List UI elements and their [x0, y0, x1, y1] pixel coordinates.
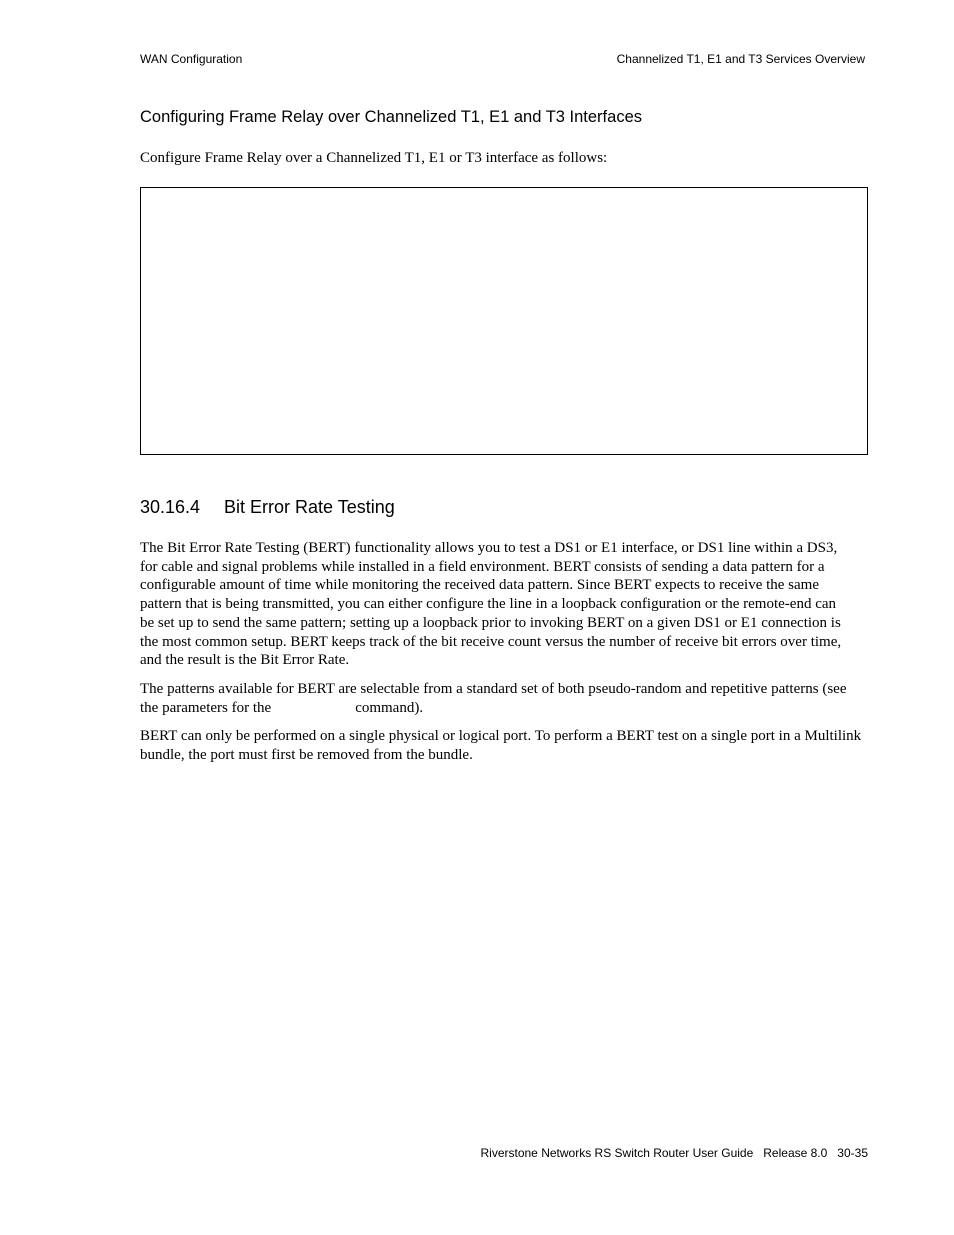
paragraph-line: BERT can only be performed on a single physical or logical port. To perform a BERT test on a single port in a Multilink — [140, 728, 862, 744]
paragraph-line: The Bit Error Rate Testing (BERT) functionality allows you to test a DS1 or E1 interface, or DS1 line within a DS3, — [140, 540, 838, 556]
paragraph-line: pattern that is being transmitted, you can either configure the line in a loopback configuration or the remote-end can — [140, 596, 837, 613]
intro-paragraph: Configure Frame Relay over a Channelized T1, E1 or T3 interface as follows: — [140, 150, 608, 166]
subsection-title: Bit Error Rate Testing — [224, 497, 395, 517]
command-example-box — [140, 187, 868, 455]
paragraph-line: and the result is the Bit Error Rate. — [140, 652, 350, 669]
bert-patterns-paragraph — [140, 680, 868, 717]
paragraph-text: the parameters for the — [140, 699, 272, 716]
paragraph-line — [140, 699, 868, 718]
subsection-heading — [140, 496, 395, 518]
header-section-title: Channelized T1, E1 and T3 Services Overview — [616, 52, 865, 66]
paragraph-line: configurable amount of time while monitoring the received data pattern. Since BERT expects to receive the same — [140, 577, 820, 594]
subsection-number: 30.16.4 — [140, 497, 201, 517]
paragraph-line: bundle, the port must first be removed from the bundle. — [140, 746, 473, 763]
paragraph-text: command). — [355, 699, 424, 716]
running-footer: Riverstone Networks RS Switch Router User Guide Release 8.0 30-35 — [480, 1146, 868, 1160]
paragraph-line: be set up to send the same pattern; setting up a loopback prior to invoking BERT on a given DS1 or E1 connection is — [140, 614, 841, 631]
paragraph-line: for cable and signal problems while installed in a field environment. BERT consists of sending a data pattern for a — [140, 558, 825, 575]
bert-description-paragraph — [140, 539, 868, 670]
bert-restriction-paragraph — [140, 727, 868, 764]
paragraph-line: The patterns available for BERT are selectable from a standard set of both pseudo-random and repetitive patterns (see — [140, 681, 847, 697]
section-heading: Configuring Frame Relay over Channelized T1, E1 and T3 Interfaces — [140, 108, 642, 126]
running-header — [140, 52, 865, 67]
paragraph-line: the most common setup. BERT keeps track of the bit receive count versus the number of receive bit errors over time, — [140, 633, 842, 650]
header-chapter-title: WAN Configuration — [140, 52, 243, 66]
